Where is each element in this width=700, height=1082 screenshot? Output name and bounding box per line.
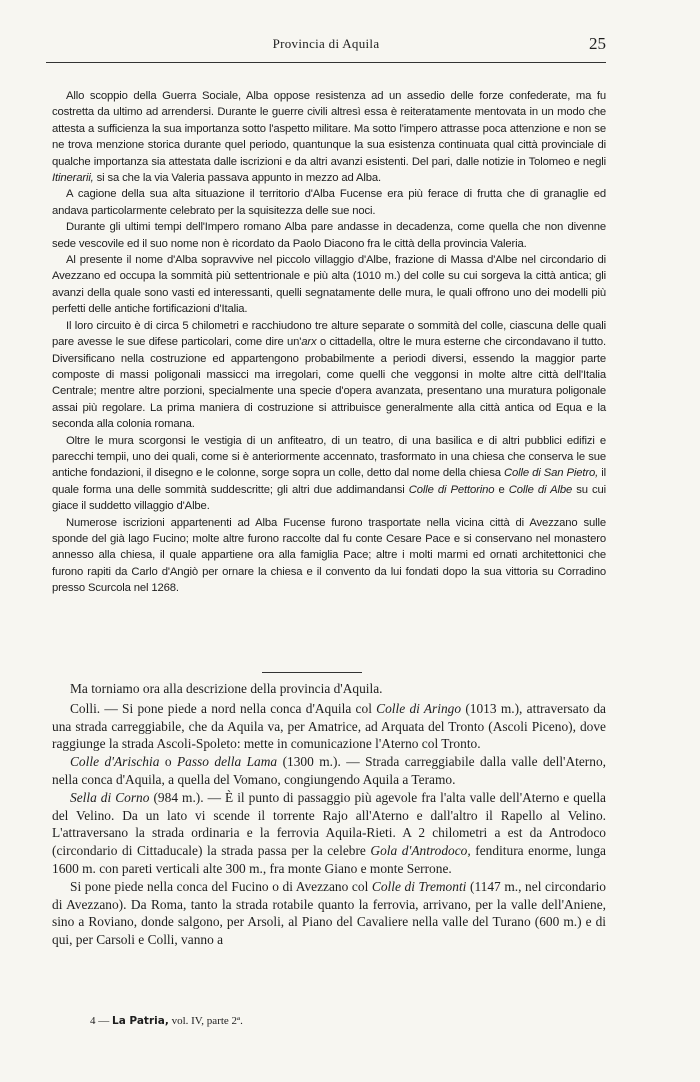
text-run: e [494,483,509,496]
running-header [46,34,606,60]
text-run: (1300 m.). — Strada carreggiabile dalla valle dell'Aterno, nella conca d'Aquila, a quella del Vomano, congiungendo Aquila a Teramo. [52,754,606,787]
italic-text: Colle di Tremonti [371,878,467,894]
text-run: su cui giace il suddetto villaggio d'Albe. [52,483,606,513]
italic-text: Passo della Lama [176,754,278,770]
text-run: (1013 m.), attraversato da una strada carreggiabile, che da Aquila va, per Amatrice, ad Arquata del Tronto (Ascoli Piceno), dove raggiunge la strada Ascoli-Spoleto: mette in comunicazione l'Aterno col Tronto. [52,700,607,752]
text-run: Numerose iscrizioni appartenenti ad Alba Fucense furono trasportate nella vicina città di Avezzano sulle sponde del già lago Fucino; molte altre furono raccolte dal fu conte Cesare Pace e si conservano nel monastero annesso alla chiesa, il quale appartiene ora alla famiglia Pace; altre i molti marmi ed ornati architettonici che furono rapiti da Carlo d'Angiò per ornare la chiesa e il convento da lui fondati dopo la sua vittoria su Corradino presso Scurcola nel 1268. [52,516,606,595]
text-run: Allo scoppio della Guerra Sociale, Alba oppose resistenza ad un assedio delle forze confederate, ma fu costretta da ultimo ad arrendersi. Durante le guerre civili altresì essa è reiteratamente mentovata in un modo che attesta a sufficienza la sua importanza sotto l'aspetto militare. Ma sotto l'impero attrasse poca attenzione e non se ne trova menzione storica durante quel periodo, quantunque la sua esistenza continuata qual città provinciale di qualche importanza sia attestata dalle iscrizioni e da altri avanzi esistenti. Del pari, dalle notizie in Tolomeo e negli [52,90,606,168]
text-run: Oltre le mura scorgonsi le vestigia di un anfiteatro, di un teatro, di una basilica e di altri pubblici edifizi e parecchi tempii, uno dei quali, come si è anteriormente accennato, trasformato in una chiesa che conserva le sue antiche fondazioni, il disegno e le colonne, sorge sopra un colle, detto dal nome della chiesa [52,434,606,480]
page-number: 25 [589,34,606,53]
text-run: Durante gli ultimi tempi dell'Impero romano Alba pare andasse in decadenza, come quella che non divenne sede vescovile ed il suo nome non è ricordato da Paolo Diacono fra le città della provincia Valeria. [52,221,606,250]
small-paragraph [52,318,606,433]
small-paragraph [52,252,606,318]
text-run: Al presente il nome d'Alba sopravvive nel piccolo villaggio d'Albe, frazione di Massa d'Albe nel circondario di Avezzano ed occupa la sommità più settentrionale e più alta (1010 m.) del colle su cui sorgeva la città antica; gli avanzi della quale sono vasti ed interessanti, quelli segnatamente delle mura, le quali offrono uno dei modelli più perfetti delle antiche fortificazioni d'Italia. [52,254,606,316]
paragraph [52,680,606,698]
text-run: (984 m.). — È il punto di passaggio più agevole fra l'alta valle dell'Aterno e quella del Velino. Da un lato vi scende il torrente Rajo all'Aterno e dall'altro il Rapello al Velino. L'attraversano la strada ordinaria e la ferrovia Aquila-Rieti. A 2 chilometri a est da Antrodoco (circondario di Cittaducale) la strada passa per la celebre [52,789,606,859]
italic-text: Colle di Pettorino [408,483,495,496]
footer-signature [90,1015,243,1027]
text-run: Ma torniamo ora alla descrizione della provincia d'Aquila. [70,681,383,696]
italic-text: Sella di Corno [70,789,150,805]
footer-suffix: vol. IV, parte 2ª. [168,1015,243,1027]
italic-text: Colle di Aringo [376,700,462,716]
paragraph [52,878,606,949]
section-divider [262,672,362,673]
italic-text: Itinerarii, [52,172,94,185]
text-run: Il loro circuito è di circa 5 chilometri e racchiudono tre alture separate o sommità del colle, ciascuna delle quali pare avesse le sue difese particolari, come dire un' [52,319,606,349]
small-paragraph [52,88,606,186]
text-run: o cittadella, oltre le mura esterne che circondavano il tutto. Diversificano nella costruzione ed appartengono probabilmente a periodi diversi, essendo la maggior parte composte di massi poligonali massicci ma irregolari, come quelli che veggonsi in molte altre città dell'Italia Centrale; mentre altre porzioni, specialmente una specie d'opera avanzata, presentano una muratura poligonale assai più regolare. La prima maniera di costruzione si attribuisce generalmente alla città antica od Equa e la seconda alla colonia romana. [52,336,606,431]
text-run: (1147 m., nel circondario di Avezzano). Da Roma, tanto la strada rotabile quanto la ferrovia, arrivano, per la valle dell'Aniene, sino a Roviano, donde salgono, per Arsoli, al Piano del Cavaliere nella valle del Turano (600 m.) e di qui, per Carsoli e Colli, vanno a [52,878,606,948]
text-run: A cagione della sua alta situazione il territorio d'Alba Fucense era più ferace di frutta che di granaglie ed andava particolarmente celebrato per la squisitezza delle sue noci. [52,188,606,217]
small-paragraph [52,219,606,252]
text-run: fenditura enorme, lunga 1600 m. con pareti verticali alte 300 m., fra monte Giano e monte Serrone. [52,843,606,876]
paragraph [52,753,606,789]
text-run: Colli. — Si pone piede a nord nella conca d'Aquila col [70,700,377,716]
small-paragraph [52,433,606,515]
footer-journal: La Patria, [112,1015,169,1027]
paragraph [52,700,606,753]
header-rule [46,62,606,63]
text-run: o [159,754,177,770]
small-paragraph [52,186,606,219]
italic-text: Colle di San Pietro, [504,467,599,480]
italic-text: Gola d'Antrodoco, [370,843,471,859]
text-run: il quale forma una delle sommità suddescritte; gli altri due addimandansi [52,467,607,496]
italic-text: arx [301,336,317,349]
italic-text: Colle di Albe [508,483,573,496]
italic-text: Colle d'Arischia [70,754,160,770]
small-paragraph [52,515,606,597]
small-print-section [52,88,606,597]
text-run: Si pone piede nella conca del Fucino o di Avezzano col [70,878,372,894]
paragraph [52,789,606,878]
text-run: si sa che la via Valeria passava appunto in mezzo ad Alba. [93,172,382,185]
footer-prefix: 4 — [90,1015,112,1027]
header-title: Provincia di Aquila [272,36,380,51]
main-text-section [52,680,606,949]
